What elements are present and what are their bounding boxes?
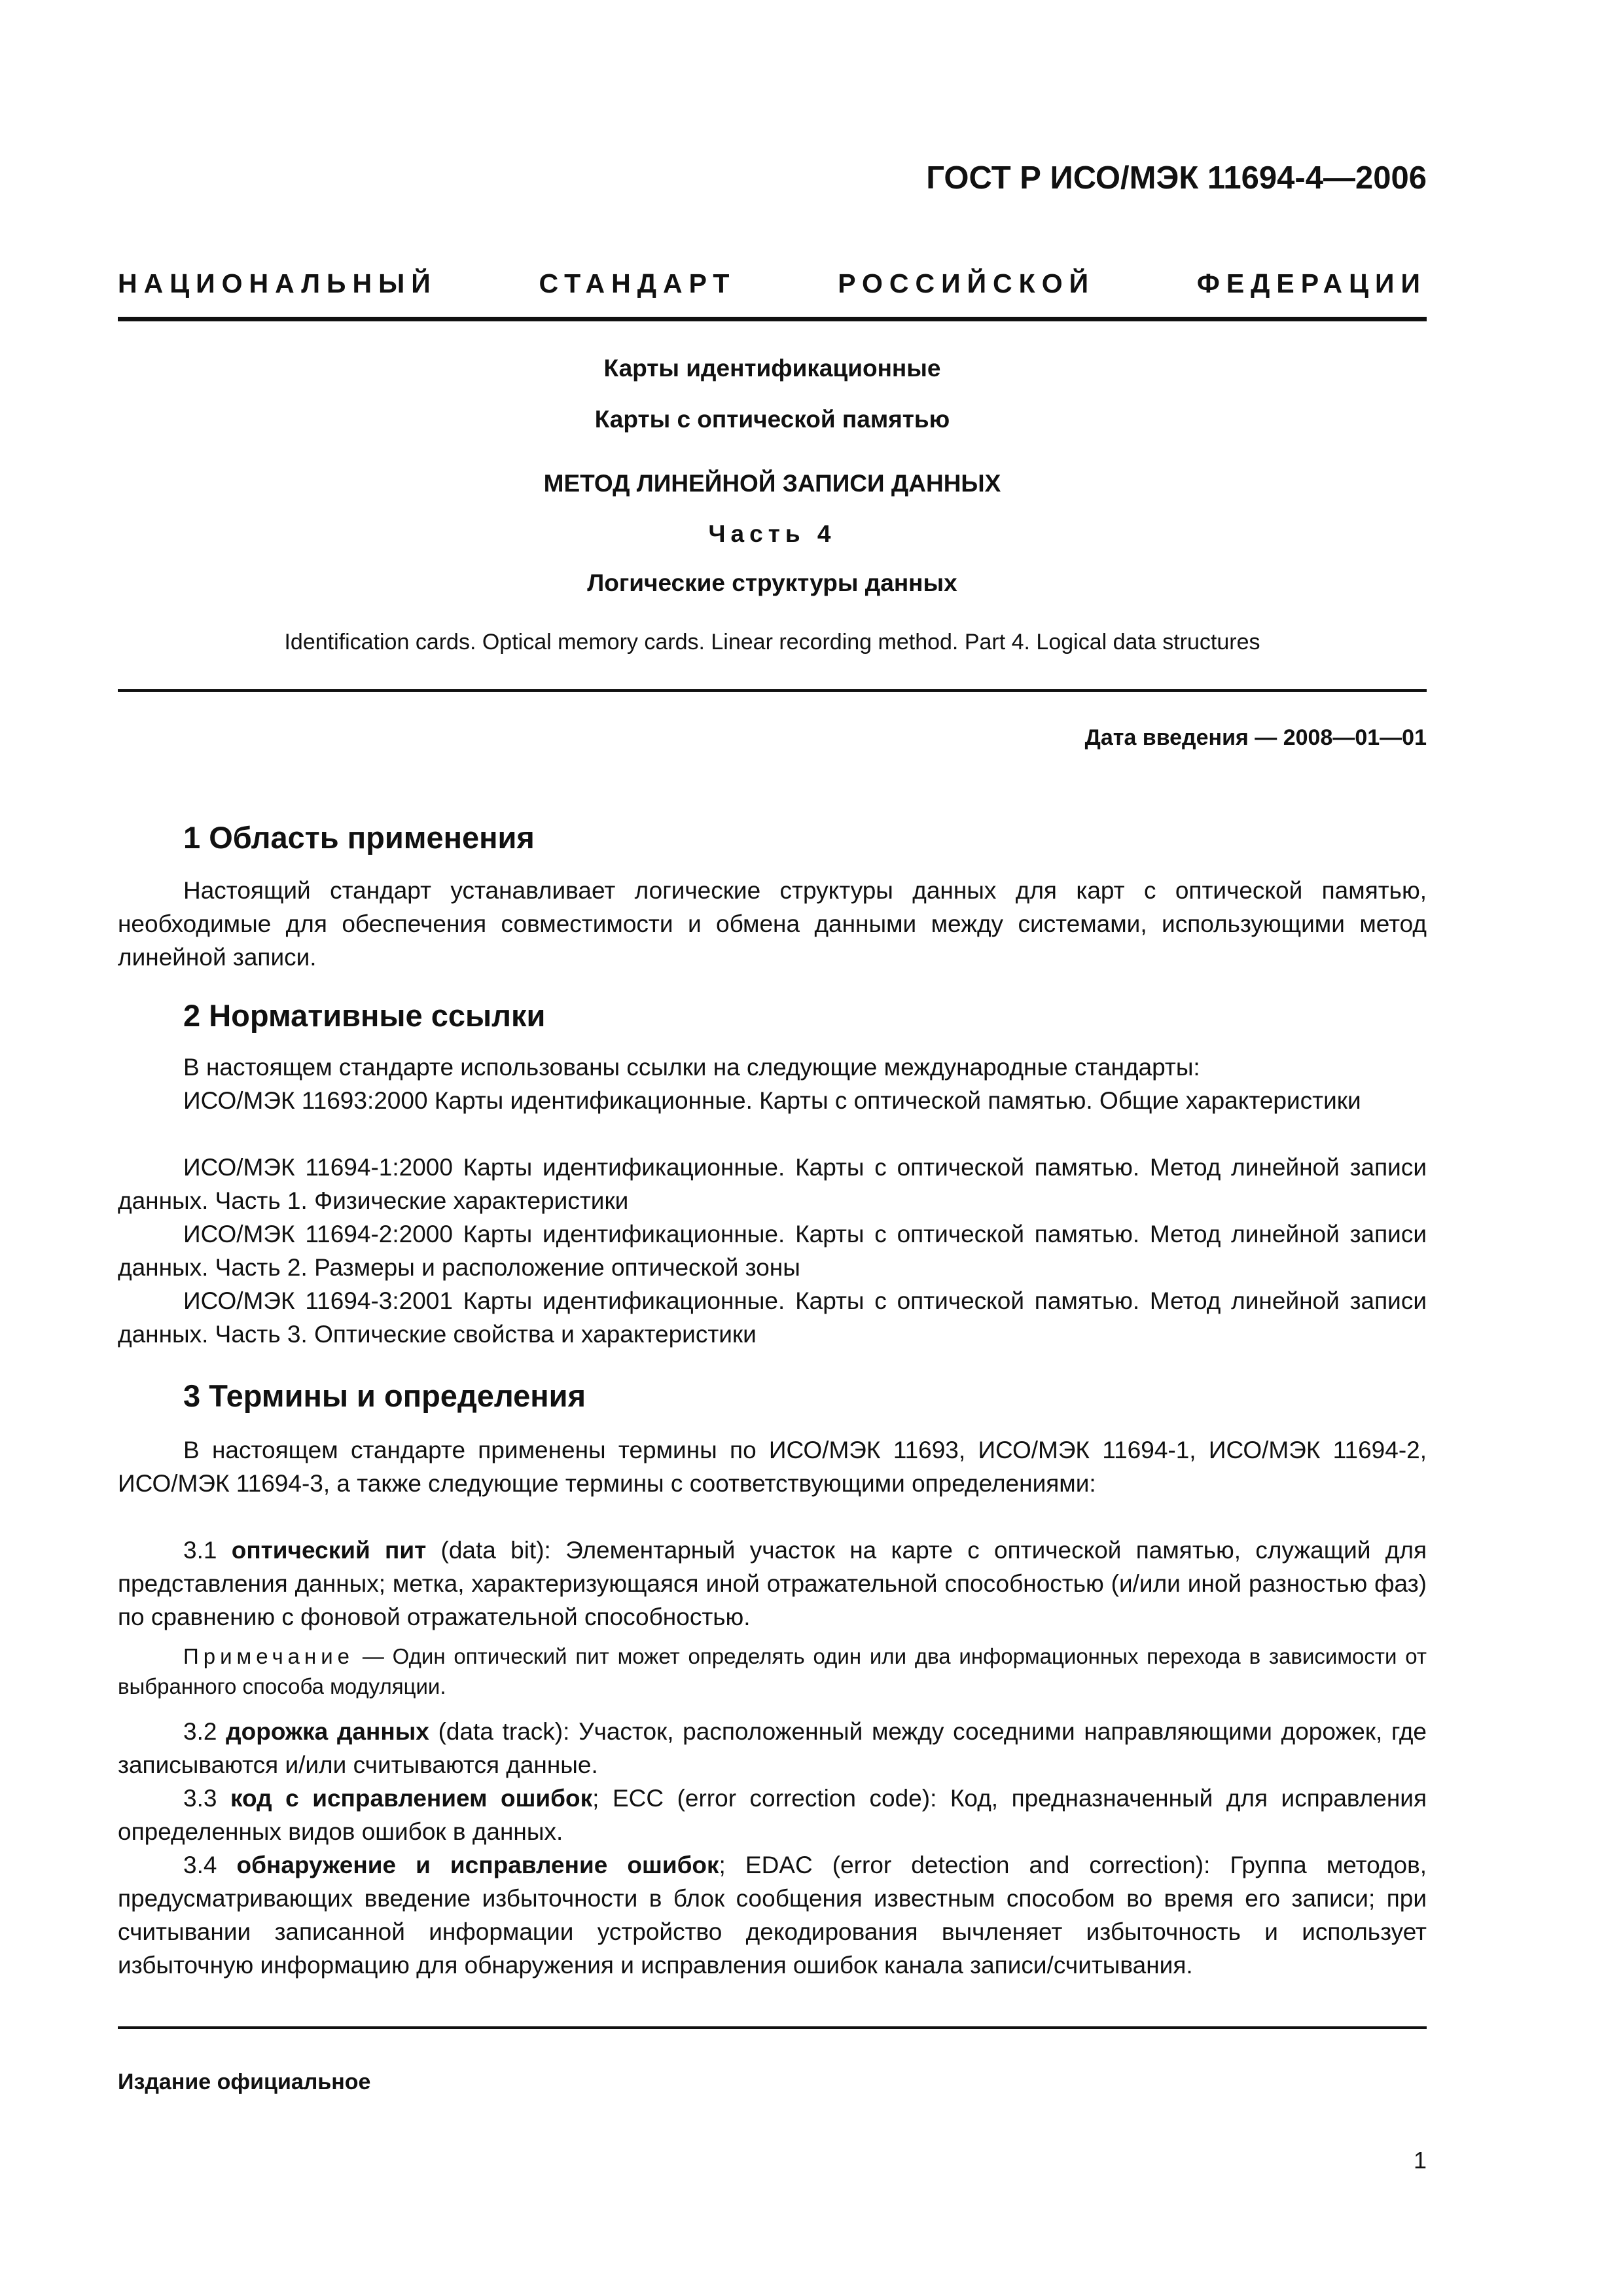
- term-3-1: [118, 1534, 1427, 1634]
- title-subject: Логические структуры данных: [587, 569, 957, 596]
- title-line-1: Карты идентификационные: [603, 355, 941, 382]
- term-definition: (data track): Участок, расположенный между соседними направляющими дорожек, где записываются и/или считываются данные.: [118, 1718, 1427, 1778]
- page-number: 1: [1413, 2147, 1427, 2174]
- term-name: код с исправлением ошибок: [230, 1785, 593, 1812]
- term-definition: ; ECC (error correction code): Код, предназначенный для исправления определенных видов ошибок в данных.: [118, 1785, 1427, 1845]
- term-name: оптический пит: [231, 1537, 427, 1564]
- term-number: 3.4: [183, 1852, 217, 1878]
- term-3-2: [118, 1715, 1427, 1782]
- banner-word: ФЕДЕРАЦИИ: [1196, 268, 1427, 298]
- header-rule: [118, 317, 1427, 321]
- title-rule: [118, 689, 1427, 692]
- title-english: Identification cards. Optical memory cards. Linear recording method. Part 4. Logical data structures: [284, 630, 1260, 655]
- title-line-2: Карты с оптической памятью: [594, 406, 950, 433]
- reference-item: ИСО/МЭК 11694-2:2000 Карты идентификационные. Карты с оптической памятью. Метод линейной записи данных. Часть 2. Размеры и расположение оптической зоны: [118, 1221, 1427, 1281]
- term-number: 3.3: [183, 1785, 217, 1812]
- title-part: Часть 4: [708, 520, 836, 547]
- reference-item: ИСО/МЭК 11694-1:2000 Карты идентификационные. Карты с оптической памятью. Метод линейной записи данных. Часть 1. Физические характеристики: [118, 1154, 1427, 1214]
- term-definition: (data bit): Элементарный участок на карте с оптической памятью, служащий для представления данных; метка, характеризующаяся иной отражательной способностью (и/или иной разностью фаз) по сравнению с фоновой отражательной способностью.: [118, 1537, 1427, 1630]
- section-3-heading: 3 Термины и определения: [183, 1378, 586, 1413]
- banner-word: РОССИЙСКОЙ: [838, 268, 1096, 298]
- term-number: 3.2: [183, 1718, 217, 1745]
- section-1-text: Настоящий стандарт устанавливает логические структуры данных для карт с оптической памятью, необходимые для обеспечения совместимости и обмена данными между системами, использующими метод линейной записи.: [118, 877, 1427, 971]
- title-line-3: МЕТОД ЛИНЕЙНОЙ ЗАПИСИ ДАННЫХ: [543, 470, 1001, 497]
- document-page: [118, 0, 1427, 2296]
- term-3-4: [118, 1848, 1427, 1982]
- term-number: 3.1: [183, 1537, 217, 1564]
- official-edition-label: Издание официальное: [118, 2070, 371, 2094]
- term-3-3: [118, 1782, 1427, 1848]
- reference-item: ИСО/МЭК 11693:2000 Карты идентификационные. Карты с оптической памятью. Общие характеристики: [183, 1087, 1361, 1114]
- note: [118, 1641, 1427, 1702]
- banner-word: НАЦИОНАЛЬНЫЙ: [118, 268, 437, 298]
- note-text: — Один оптический пит может определять один или два информационных перехода в зависимости от выбранного способа модуляции.: [118, 1644, 1427, 1698]
- national-standard-banner: [118, 268, 1427, 299]
- section-3-intro: В настоящем стандарте применены термины по ИСО/МЭК 11693, ИСО/МЭК 11694-1, ИСО/МЭК 11694-2, ИСО/МЭК 11694-3, а также следующие термины с соответствующими определениями:: [118, 1437, 1427, 1497]
- term-definition: ; EDAC (error detection and correction): Группа методов, предусматривающих введение избыточности в блок сообщения известным способом во время его записи; при считывании записанной информации устройство декодирования вычленяет избыточность и использует избыточную информацию для обнаружения и исправления ошибок канала записи/считывания.: [118, 1852, 1427, 1979]
- note-label: Примечание: [183, 1644, 355, 1668]
- term-name: дорожка данных: [226, 1718, 429, 1745]
- banner-word: СТАНДАРТ: [539, 268, 736, 298]
- section-2-heading: 2 Нормативные ссылки: [183, 998, 546, 1033]
- section-2-intro: В настоящем стандарте использованы ссылки на следующие международные стандарты:: [183, 1054, 1200, 1081]
- section-1-heading: 1 Область применения: [183, 820, 535, 855]
- reference-item: ИСО/МЭК 11694-3:2001 Карты идентификационные. Карты с оптической памятью. Метод линейной записи данных. Часть 3. Оптические свойства и характеристики: [118, 1287, 1427, 1348]
- introduction-date: Дата введения — 2008—01—01: [1084, 725, 1427, 750]
- footer-rule: [118, 2026, 1427, 2029]
- document-code: ГОСТ Р ИСО/МЭК 11694-4—2006: [926, 160, 1427, 196]
- term-name: обнаружение и исправление ошибок: [236, 1852, 719, 1878]
